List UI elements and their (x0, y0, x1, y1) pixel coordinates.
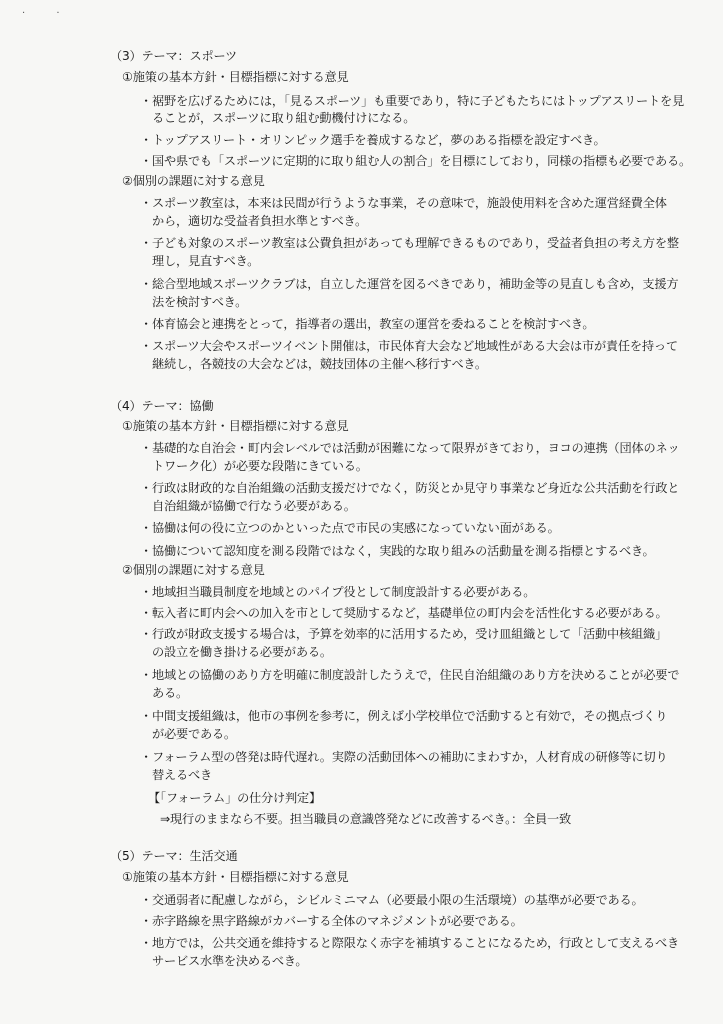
bullet-line: ・スポーツ大会やスポーツイベント開催は，市民体育大会など地域性がある大会は市が責任を持って (140, 339, 678, 353)
bullet-line: が必要である。 (152, 727, 236, 741)
section-title: （4）テーマ：協働 (110, 399, 214, 413)
bullet-line: 継続し，各競技の大会などは，競技団体の主催へ移行すべき。 (152, 357, 487, 371)
bullet-line: から，適切な受益者負担水準とすべき。 (152, 214, 368, 228)
section-title: （5）テーマ：生活交通 (110, 849, 238, 863)
bullet-line: 自治組織が協働で行なう必要がある。 (152, 499, 356, 513)
group-heading: ②個別の課題に対する意見 (122, 174, 265, 188)
bullet-line: ・行政は財政的な自治組織の活動支援だけでなく，防災とか見守り事業など身近な公共活動を行政と (140, 481, 680, 495)
bullet-line: ることが，スポーツに取り組む動機付けになる。 (152, 111, 416, 125)
bullet-line: ・子ども対象のスポーツ教室は公費負担があっても理解できるものであり，受益者負担の考え方を整 (140, 236, 679, 250)
bullet-line: ・フォーラム型の啓発は時代遅れ。実際の活動団体への補助にまわすか，人材育成の研修等に切り (140, 750, 668, 764)
bullet-line: ・裾野を広げるためには，「見るスポーツ」も重要であり，特に子どもたちにはトップアスリートを見 (140, 94, 684, 108)
scan-marks: · · (22, 8, 74, 19)
bullet-line: サービス水準を決めるべき。 (152, 954, 308, 968)
group-heading: ①施策の基本方針・目標指標に対する意見 (122, 419, 349, 433)
bullet-line: ・スポーツ教室は，本来は民間が行うような事業，その意味で，施設使用料を含めた運営経費全体 (140, 196, 667, 210)
bullet-line: 理し，見直すべき。 (152, 254, 260, 268)
bullet-line: ・総合型地域スポーツクラブは，自立した運営を図るべきであり，補助金等の見直しも含め，支援方 (140, 277, 679, 291)
bullet-line: ・協働について認知度を測る段階ではなく，実践的な取り組みの活動量を測る指標とするべき。 (140, 544, 655, 558)
group-heading: ②個別の課題に対する意見 (122, 563, 265, 577)
bullet-line: ・赤字路線を黒字路線がカバーする全体のマネジメントが必要である。 (140, 914, 523, 928)
bullet-line: ・転入者に町内会への加入を市として奨励するなど，基礎単位の町内会を活性化する必要がある。 (140, 606, 668, 620)
bullet-line: ・地域担当職員制度を地域とのパイプ役として制度設計する必要がある。 (140, 585, 536, 599)
bullet-line: ・体育協会と連携をとって，指導者の選出，教室の運営を委ねることを検討すべき。 (140, 317, 595, 331)
bullet-line: ・地方では，公共交通を維持すると際限なく赤字を補填することになるため，行政として支えるべき (140, 936, 679, 950)
bullet-line: ・トップアスリート・オリンピック選手を養成するなど，夢のある指標を設定すべき。 (140, 133, 606, 147)
bullet-line: ・交通弱者に配慮しながら，シビルミニマム（必要最小限の生活環境）の基準が必要である。 (140, 893, 644, 907)
bullet-line: 法を検討すべき。 (152, 295, 248, 309)
bullet-line: ・協働は何の役に立つのかといった点で市民の実感になっていない面がある。 (140, 521, 560, 535)
judgment-title: 【「フォーラム」の仕分け判定】 (148, 791, 321, 805)
bullet-line: ・地域との協働のあり方を明確に制度設計したうえで，住民自治組織のあり方を決めることが必要で (140, 668, 680, 682)
bullet-line: トワーク化）が必要な段階にきている。 (152, 459, 368, 473)
bullet-line: ・中間支援組織は，他市の事例を参考に，例えば小学校単位で活動すると有効で，その拠点づくり (140, 709, 668, 723)
section-title: （3）テーマ：スポーツ (110, 49, 237, 63)
bullet-line: の設立を働き掛ける必要がある。 (152, 645, 332, 659)
bullet-line: 替えるべき (152, 768, 212, 782)
judgment-result: ⇒現行のままなら不要。担当職員の意識啓発などに改善するべき。：全員一致 (160, 812, 571, 826)
bullet-line: ある。 (152, 686, 188, 700)
bullet-line: ・国や県でも「スポーツに定期的に取り組む人の割合」を目標にしており，同様の指標も必要である。 (140, 154, 691, 168)
bullet-line: ・行政が財政支援する場合は，予算を効率的に活用するため，受け皿組織として「活動中核組織」 (140, 627, 667, 641)
bullet-line: ・基礎的な自治会・町内会レベルでは活動が困難になって限界がきており，ヨコの連携（団体のネッ (140, 441, 680, 455)
group-heading: ①施策の基本方針・目標指標に対する意見 (122, 870, 349, 884)
group-heading: ①施策の基本方針・目標指標に対する意見 (122, 70, 349, 84)
